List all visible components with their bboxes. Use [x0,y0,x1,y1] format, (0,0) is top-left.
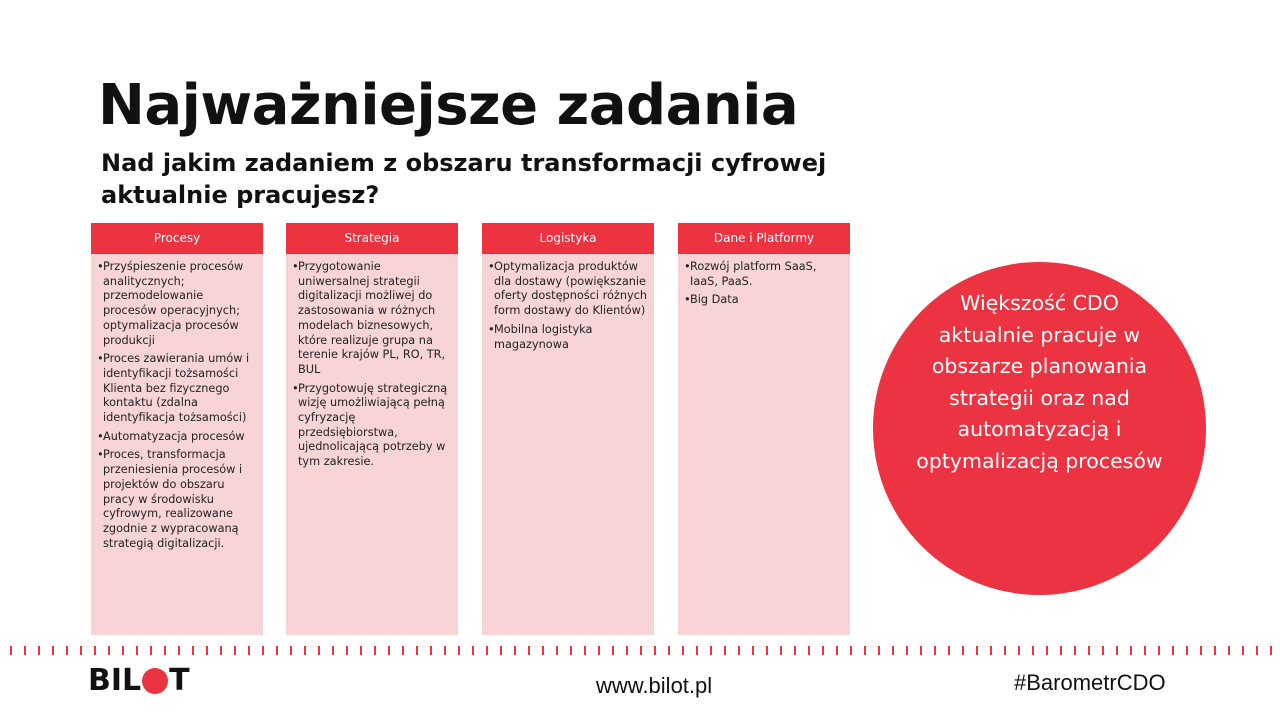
bilot-logo [88,664,190,698]
bullet-icon: • [292,381,299,395]
list-item [488,260,650,319]
bullet-icon: • [684,293,691,307]
summary-text: Większość CDO aktualnie pracuje w obszarze planowania strategii oraz nad automatyzacją i optymalizacją procesów [916,291,1163,473]
list-item-text: Przygotowanie uniwersalnej strategii digitalizacji możliwej do zastosowania w różnych modelach biznesowych, które realizuje grupa na terenie krajów PL, RO, TR, BUL [298,260,446,376]
list-item [684,260,846,289]
list-item-text: Mobilna logistyka magazynowa [494,322,593,351]
bullet-icon: • [97,448,104,462]
list-item-text: Proces, transformacja przeniesienia procesów i projektów do obszaru pracy w środowisku cyfrowym, realizowane zgodnie z wypracowaną strategią digitalizacji. [103,448,243,550]
logo-text-right: T [169,663,190,698]
logo-dot-icon [142,668,168,694]
bullet-icon: • [97,260,104,273]
column-logistyka [482,223,654,635]
bullet-icon: • [97,352,104,366]
column-list [482,254,654,352]
list-item [292,260,454,378]
bullet-icon: • [684,260,691,273]
list-item-text: Przygotowuję strategiczną wizję umożliwiającą pełną cyfryzację przedsiębiorstwa, ujednolicającą potrzeby w tym zakresie. [298,381,448,469]
column-header: Dane i Platformy [678,223,850,254]
column-strategia [286,223,458,635]
list-item-text: Przyśpieszenie procesów analitycznych; przemodelowanie procesów operacyjnych; optymalizacja procesów produkcji [103,260,244,347]
list-item [292,382,454,470]
footer-hashtag: #BarometrCDO [1014,670,1166,695]
list-item-text: Automatyzacja procesów [103,429,245,443]
list-item-text: Rozwój platform SaaS, IaaS, PaaS. [690,260,817,288]
column-list [286,254,458,470]
column-procesy [91,223,263,635]
list-item [97,430,259,445]
column-header: Procesy [91,223,263,254]
list-item-text: Optymalizacja produktów dla dostawy (powiększanie oferty dostępności różnych form dostawy do Klientów) [494,260,648,318]
logo-text-left: BIL [88,663,142,698]
list-item [488,323,650,352]
column-list [678,254,850,308]
list-item-text: Big Data [690,293,739,307]
list-item [97,260,259,348]
list-item-text: Proces zawierania umów i identyfikacji tożsamości Klienta bez fizycznego kontaktu (zdalna identyfikacja tożsamości) [103,352,250,425]
footer-url: www.bilot.pl [596,673,713,698]
column-header: Logistyka [482,223,654,254]
bullet-icon: • [488,322,495,336]
slide-subtitle: Nad jakim zadaniem z obszaru transformacji cyfrowej aktualnie pracujesz? [101,149,827,209]
summary-circle [873,262,1206,595]
column-dane-i-platformy [678,223,850,635]
column-list [91,254,263,551]
list-item [97,448,259,551]
bullet-icon: • [97,429,104,443]
list-item [97,352,259,426]
footer-divider [10,646,1272,655]
bullet-icon: • [292,260,299,273]
column-header: Strategia [286,223,458,254]
bullet-icon: • [488,260,495,273]
slide-title: Najważniejsze zadania [98,73,799,138]
list-item [684,293,846,308]
